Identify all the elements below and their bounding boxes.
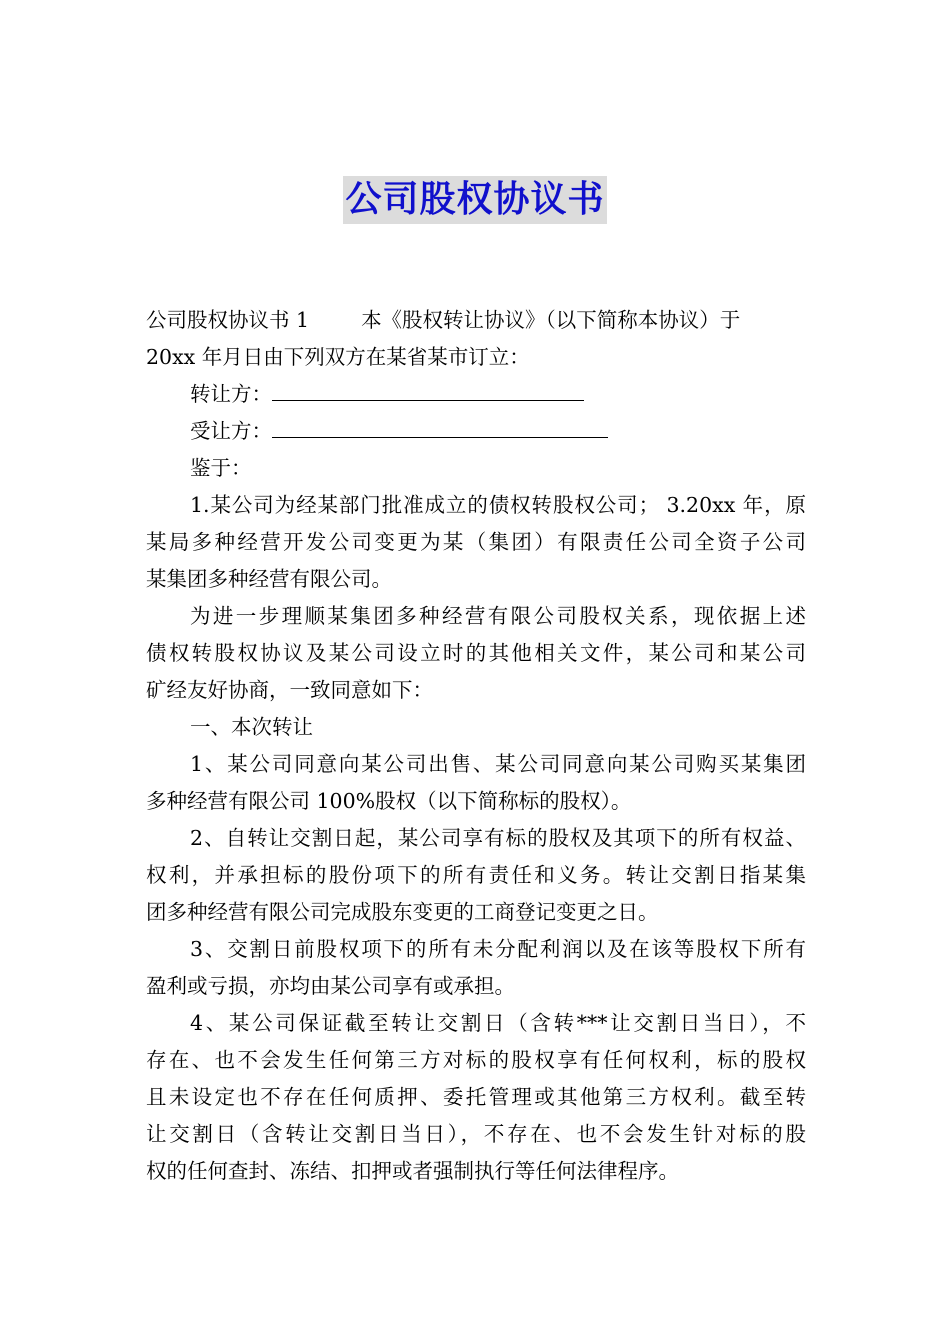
transferee-label: 受让方：	[190, 419, 272, 443]
paragraph-line: 3、交割日前股权项下的所有未分配利润以及在该等股权下所有	[190, 937, 806, 961]
paragraph-line: 权利，并承担标的股份项下的所有责任和义务。转让交割日指某集	[146, 863, 806, 887]
transferor-line	[146, 376, 806, 413]
paragraph-line: 矿经友好协商，一致同意如下：	[146, 678, 433, 702]
document-body	[146, 302, 806, 1190]
transferee-blank	[272, 413, 608, 438]
document-subtitle: 公司股权协议书 1	[146, 308, 310, 332]
paragraph-line: 20xx 年月日由下列双方在某省某市订立：	[146, 345, 530, 369]
paragraph-line: 某局多种经营开发公司变更为某（集团）有限责任公司全资子公司	[146, 530, 806, 554]
paragraph-line: 某集团多种经营有限公司。	[146, 567, 392, 591]
paragraph-line: 债权转股权协议及某公司设立时的其他相关文件，某公司和某公司	[146, 641, 806, 665]
title-container	[0, 176, 950, 224]
paragraph-line: 团多种经营有限公司完成股东变更的工商登记变更之日。	[146, 900, 659, 924]
paragraph-line	[146, 302, 806, 339]
paragraph-line: 2、自转让交割日起，某公司享有标的股权及其项下的所有权益、	[190, 826, 806, 850]
section-heading: 一、本次转让	[190, 715, 313, 739]
paragraph-line: 盈利或亏损，亦均由某公司享有或承担。	[146, 974, 515, 998]
paragraph-line: 让交割日（含转让交割日当日），不存在、也不会发生针对标的股	[146, 1122, 806, 1146]
whereas-heading: 鉴于：	[190, 456, 252, 480]
document-title: 公司股权协议书	[343, 176, 606, 224]
paragraph-line: 多种经营有限公司 100%股权（以下简称标的股权）。	[146, 789, 632, 813]
paragraph-line: 且未设定也不存在任何质押、委托管理或其他第三方权利。截至转	[146, 1085, 806, 1109]
transferee-line	[146, 413, 806, 450]
paragraph-line: 为进一步理顺某集团多种经营有限公司股权关系，现依据上述	[190, 604, 806, 628]
transferor-label: 转让方：	[190, 382, 272, 406]
transferor-blank	[272, 376, 584, 401]
paragraph-line: 权的任何查封、冻结、扣押或者强制执行等任何法律程序。	[146, 1159, 679, 1183]
paragraph-line: 1、某公司同意向某公司出售、某公司同意向某公司购买某集团	[190, 752, 806, 776]
paragraph-line: 1.某公司为经某部门批准成立的债权转股权公司； 3.20xx 年，原	[190, 493, 806, 517]
paragraph-line: 存在、也不会发生任何第三方对标的股权享有任何权利，标的股权	[146, 1048, 806, 1072]
agreement-intro: 本《股权转让协议》（以下简称本协议）于	[361, 308, 741, 332]
paragraph-line: 4、某公司保证截至转让交割日（含转***让交割日当日），不	[190, 1011, 806, 1035]
